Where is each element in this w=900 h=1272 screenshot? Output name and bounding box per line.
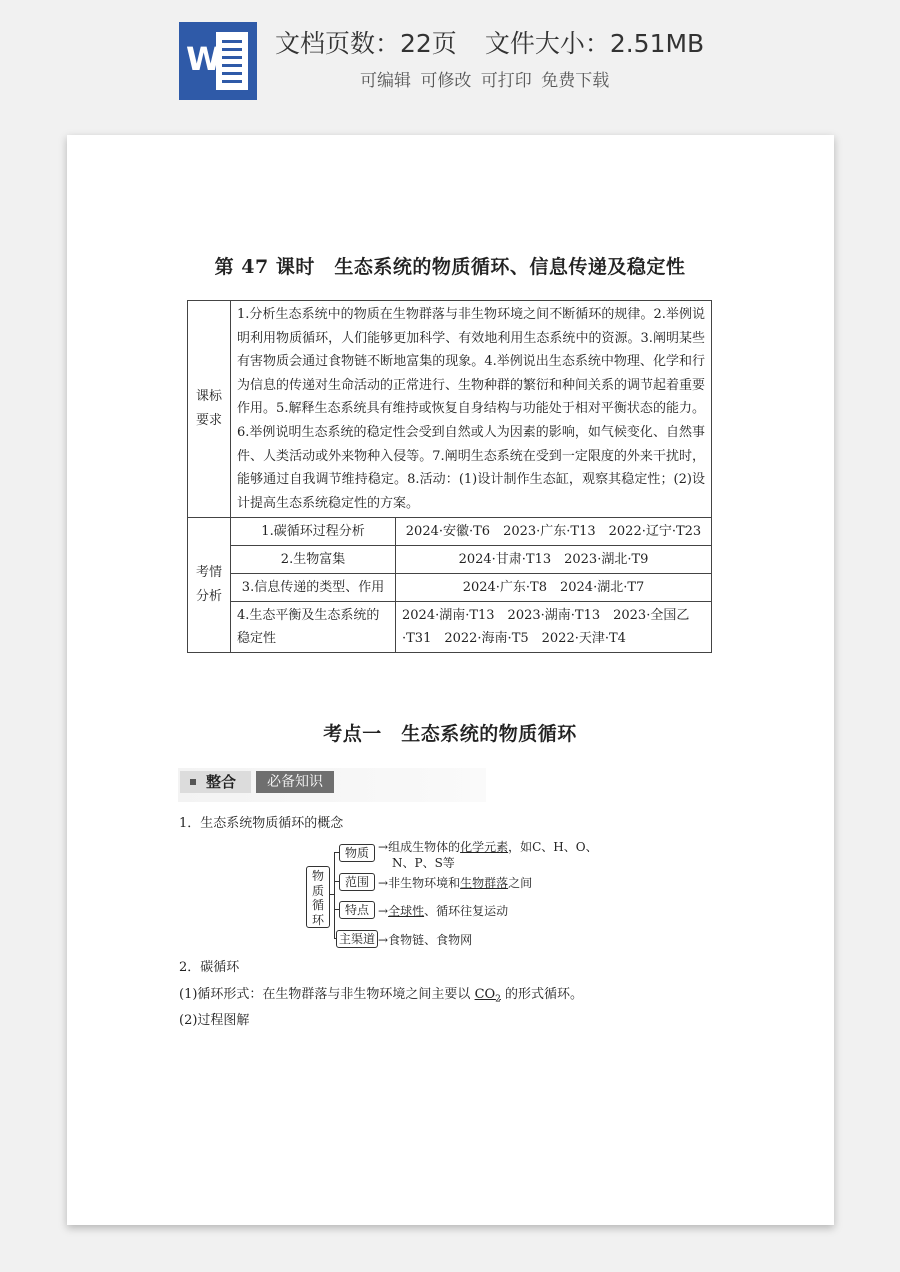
diagram-branch-box: 特点 [339, 901, 375, 919]
diagram-connector [334, 852, 335, 938]
requirements-label: 课标 要求 [188, 301, 231, 518]
exam-refs: 2024·安徽·T6 2023·广东·T13 2022·辽宁·T23 [396, 518, 712, 546]
requirements-text: 1.分析生态系统中的物质在生物群落与非生物环境之间不断循环的规律。2.举例说明利用物质循环，人们能够更加科学、有效地利用生态系统中的资源。3.阐明某些有害物质会通过食物链不断地富集的现象。4.举例说出生态系统中物理、化学和行为信息的传递对生命活动的正常进行、生物种群的繁衍和种间关系的调节起着重要作用。5.解释生态系统具有维持或恢复自身结构与功能处于相对平衡状态的能力。6.举例说明生态系统的稳定性会受到自然或人为因素的影响，如气候变化、自然事件、人类活动或外来物种入侵等。7.阐明生态系统在受到一定限度的外来干扰时，能够通过自我调节维持稳定。8.活动：(1)设计制作生态缸，观察其稳定性；(2)设计提高生态系统稳定性的方案。 [231, 301, 712, 518]
section-tag-bar [178, 768, 486, 802]
requirements-table [187, 300, 712, 653]
exam-refs: 2024·广东·T8 2024·湖北·T7 [396, 574, 712, 602]
exam-topic: 3.信息传递的类型、作用 [231, 574, 396, 602]
diagram-branch-box: 主渠道 [336, 930, 378, 948]
diagram-root: 物 质 循 环 [306, 866, 330, 928]
exam-refs: 2024·湖南·T13 2023·湖南·T13 2023·全国乙·T31 2022·海南·T5 2022·天津·T4 [396, 602, 712, 653]
arrow-right-icon: → [378, 876, 389, 890]
exam-row [188, 518, 712, 546]
exam-row [188, 546, 712, 574]
exam-refs: 2024·甘肃·T13 2023·湖北·T9 [396, 546, 712, 574]
diagram-branch-text: →食物链、食物网 [378, 933, 473, 947]
diagram-branch-text-line2: N、P、S等 [392, 856, 455, 870]
tag-knowledge: 必备知识 [256, 771, 334, 793]
square-bullet-icon [190, 779, 196, 785]
exam-analysis-label: 考情 分析 [188, 518, 231, 653]
page-count: 文档页数：22页 [275, 29, 457, 58]
arrow-right-icon: → [378, 840, 389, 854]
item-heading: 2．碳循环 [179, 960, 240, 975]
download-header [0, 0, 900, 120]
diagram-branch-box: 范围 [339, 873, 375, 891]
concept-diagram [300, 838, 620, 953]
paragraph: (1)循环形式：在生物群落与非生物环境之间主要以 $CO_2$ 的形式循环。 [179, 987, 584, 1005]
word-document-icon: W [179, 22, 257, 100]
exam-row [188, 602, 712, 653]
requirements-row [188, 301, 712, 518]
exam-topic: 4.生态平衡及生态系统的稳定性 [231, 602, 396, 653]
diagram-branch-box: 物质 [339, 844, 375, 862]
co2-formula: $CO_2$ [474, 987, 501, 1005]
diagram-branch-text: →组成生物体的化学元素，如C、H、O、 [378, 840, 598, 854]
file-size: 文件大小：2.51MB [484, 29, 705, 58]
section-title: 考点一 生态系统的物质循环 [323, 723, 577, 745]
tag-integrate: 整合 [180, 771, 251, 793]
file-info [275, 24, 704, 60]
exam-topic: 1.碳循环过程分析 [231, 518, 396, 546]
paragraph: (2)过程图解 [179, 1013, 250, 1028]
item-heading: 1．生态系统物质循环的概念 [179, 816, 344, 831]
arrow-right-icon: → [378, 904, 389, 918]
diagram-branch-text: →非生物环境和生物群落之间 [378, 876, 533, 890]
diagram-branch-text: →全球性、循环往复运动 [378, 904, 509, 918]
arrow-right-icon: → [378, 933, 389, 947]
exam-topic: 2.生物富集 [231, 546, 396, 574]
exam-row [188, 574, 712, 602]
document-page [67, 135, 834, 1225]
feature-list: 可编辑 可修改 可打印 免费下载 [360, 71, 610, 91]
lesson-title: 第 47 课时 生态系统的物质循环、信息传递及稳定性 [214, 256, 686, 278]
